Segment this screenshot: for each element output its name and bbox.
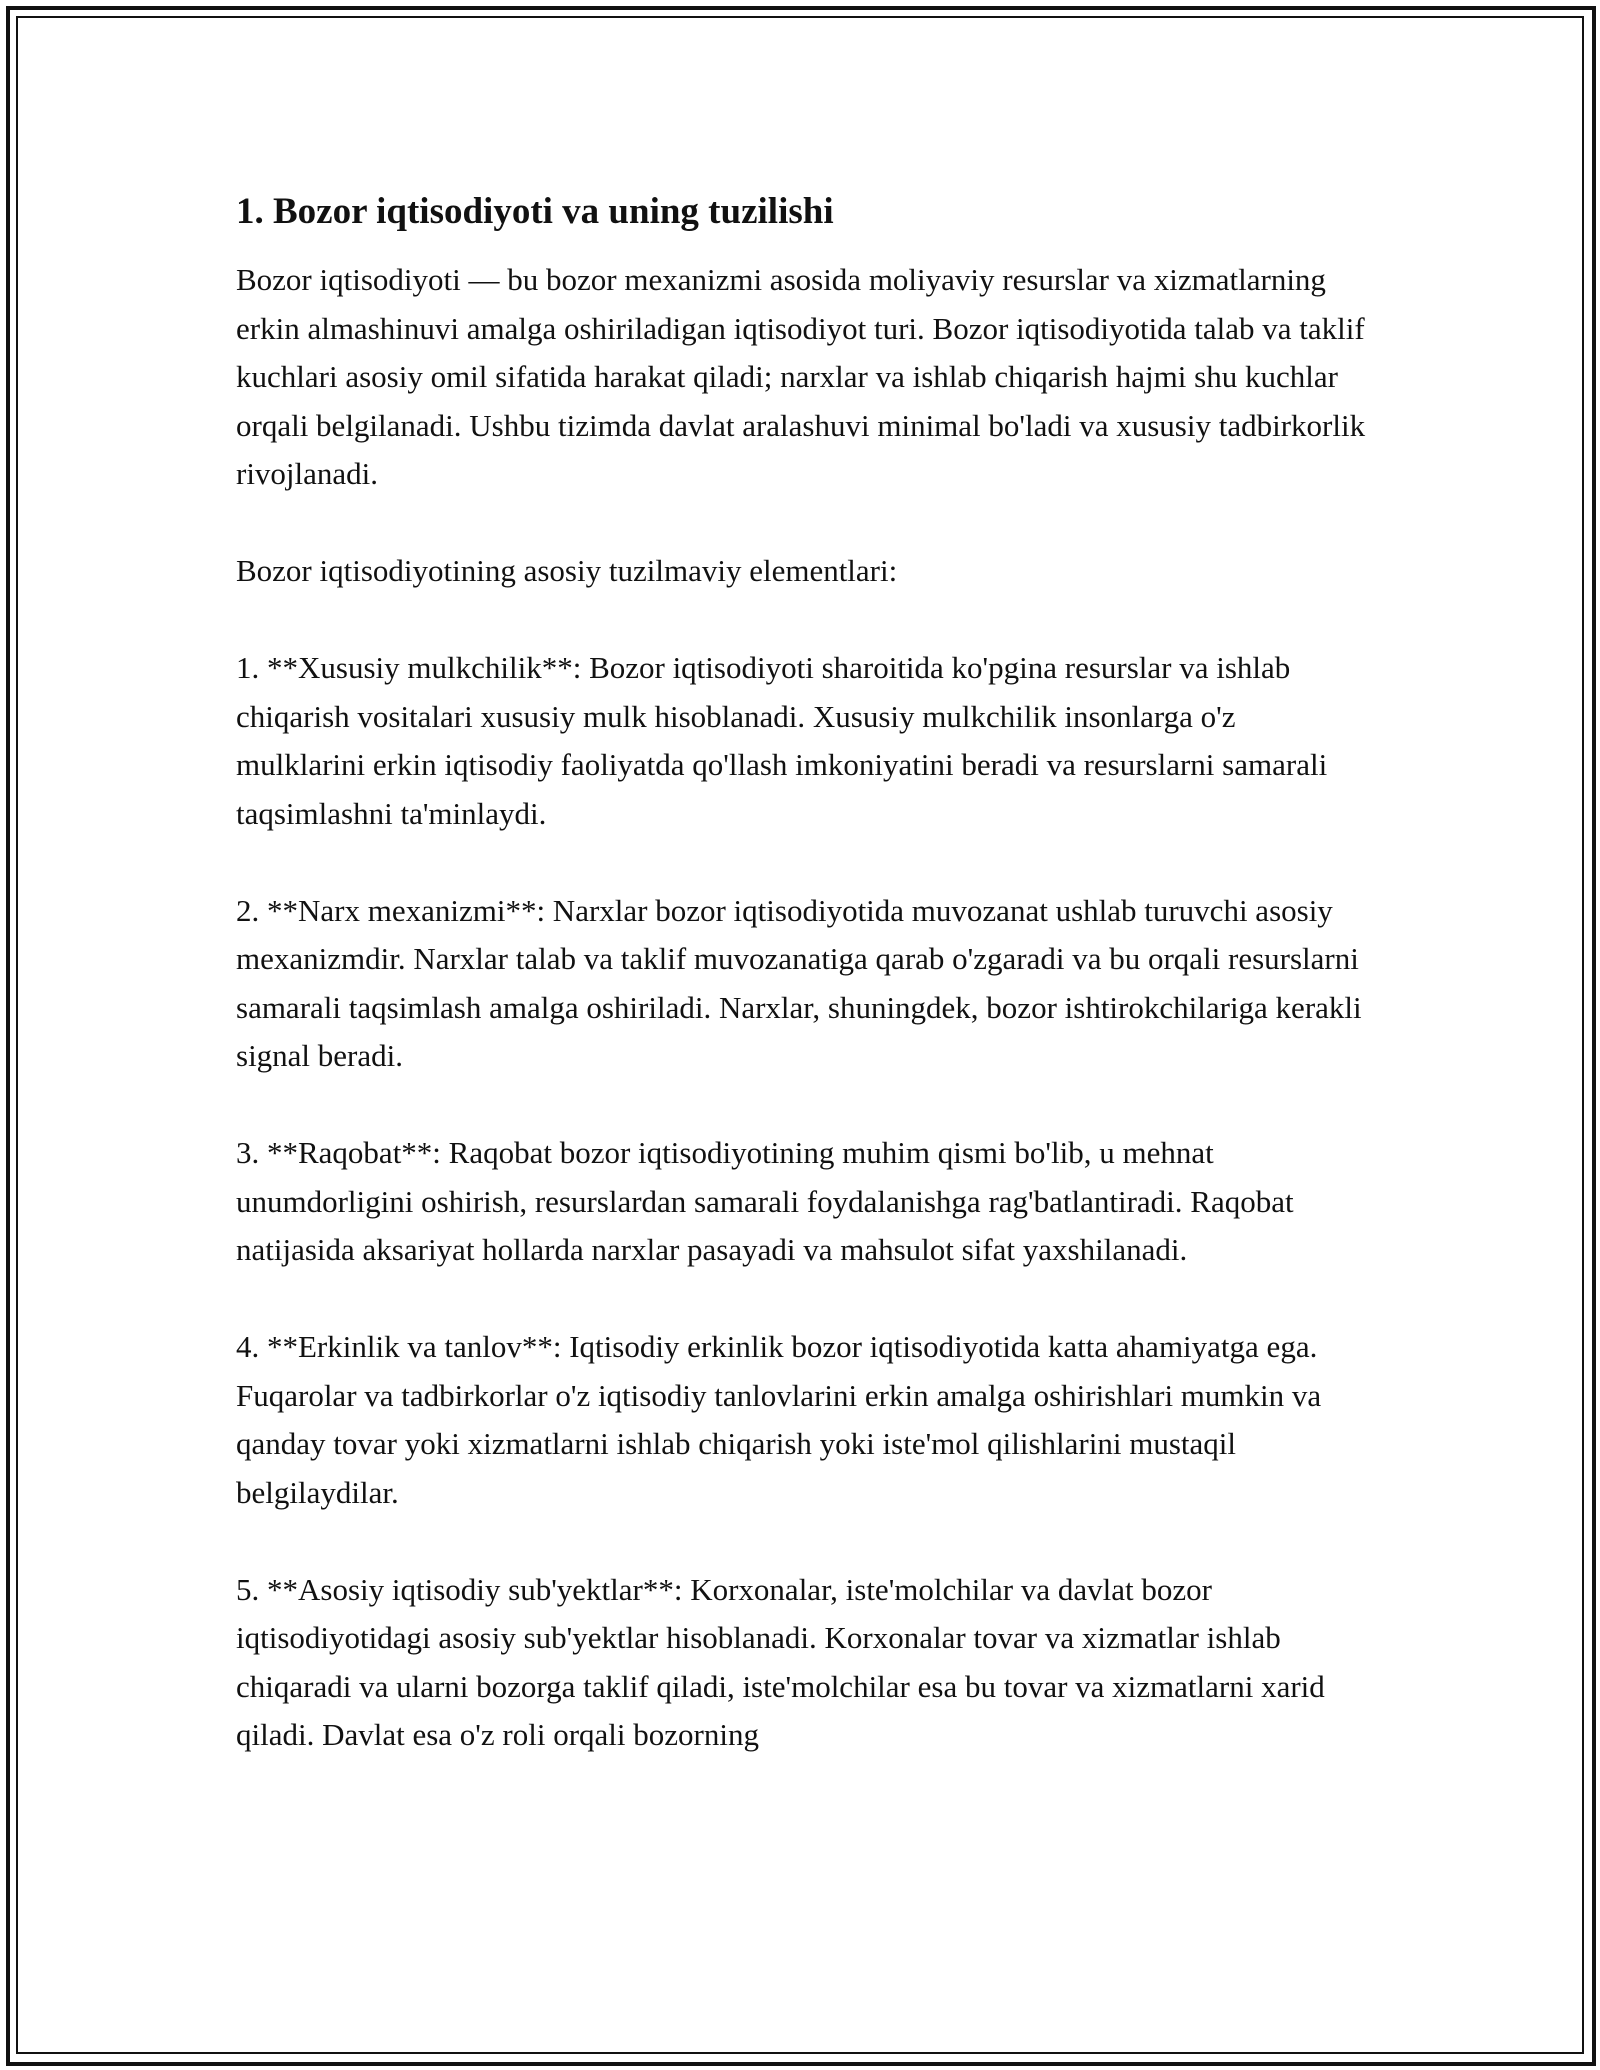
list-item-price-mechanism: 2. **Narx mexanizmi**: Narxlar bozor iqtisodiyotida muvozanat ushlab turuvchi asosiy mexanizmdir. Narxlar talab va taklif muvozanatiga qarab o'zgaradi va bu orqali resurslarni samarali taqsimlash amalga oshiriladi. Narxlar, shuningdek, bozor ishtirokchilariga kerakli signal beradi. (236, 892, 1362, 1073)
document-title: 1. Bozor iqtisodiyoti va uning tuzilishi (236, 191, 834, 232)
document-body (236, 188, 1366, 1760)
list-item-freedom-choice: 4. **Erkinlik va tanlov**: Iqtisodiy erkinlik bozor iqtisodiyotida katta ahamiyatga ega. Fuqarolar va tadbirkorlar o'z iqtisodiy tanlovlarini erkin amalga oshirishlari mumkin va qanday tovar yoki xizmatlarni ishlab chiqarish yoki iste'mol qilishlarini mustaqil belgilaydilar. (236, 1329, 1322, 1510)
list-item-economic-subjects: 5. **Asosiy iqtisodiy sub'yektlar**: Korxonalar, iste'molchilar va davlat bozor iqtisodiyotidagi asosiy sub'yektlar hisoblanadi. Korxonalar tovar va xizmatlar ishlab chiqaradi va ularni bozorga taklif qiladi, iste'molchilar esa bu tovar va xizmatlarni xarid qiladi. Davlat esa o'z roli orqali bozorning (236, 1571, 1325, 1752)
list-item-competition: 3. **Raqobat**: Raqobat bozor iqtisodiyotining muhim qismi bo'lib, u mehnat unumdorligini oshirish, resurslardan samarali foydalanishga rag'batlantiradi. Raqobat natijasida aksariyat hollarda narxlar pasayadi va mahsulot sifat yaxshilanadi. (236, 1135, 1294, 1267)
intro-paragraph: Bozor iqtisodiyoti — bu bozor mexanizmi asosida moliyaviy resurslar va xizmatlarning erkin almashinuvi amalga oshiriladigan iqtisodiyot turi. Bozor iqtisodiyotida talab va taklif kuchlari asosiy omil sifatida harakat qiladi; narxlar va ishlab chiqarish hajmi shu kuchlar orqali belgilanadi. Ushbu tizimda davlat aralashuvi minimal bo'ladi va xususiy tadbirkorlik rivojlanadi. (236, 262, 1366, 491)
elements-heading-paragraph: Bozor iqtisodiyotining asosiy tuzilmaviy elementlari: (236, 553, 898, 588)
list-item-private-property: 1. **Xususiy mulkchilik**: Bozor iqtisodiyoti sharoitida ko'pgina resurslar va ishlab chiqarish vositalari xususiy mulk hisoblanadi. Xususiy mulkchilik insonlarga o'z mulklarini erkin iqtisodiy faoliyatda qo'llash imkoniyatini beradi va resurslarni samarali taqsimlashni ta'minlaydi. (236, 650, 1328, 831)
